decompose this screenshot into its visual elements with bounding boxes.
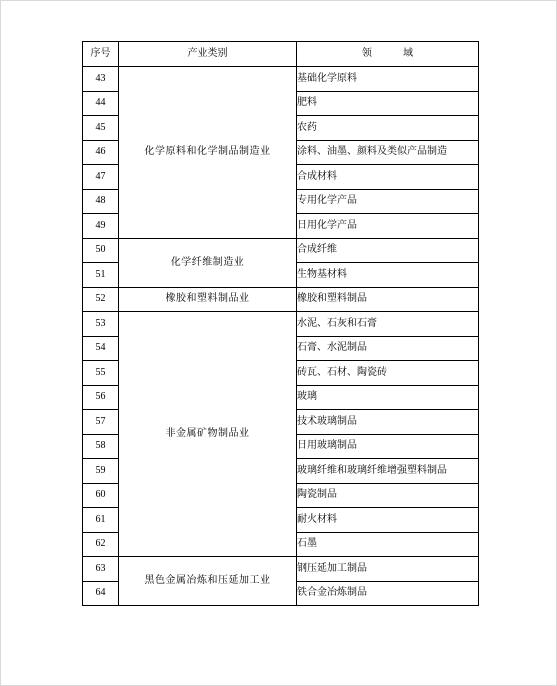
domain-cell: 石膏、水泥制品 — [297, 336, 479, 361]
serial-number-cell: 56 — [83, 385, 119, 410]
table-header-row — [83, 42, 479, 67]
industry-category-cell: 非金属矿物制品业 — [119, 312, 297, 557]
table-row — [83, 557, 479, 582]
domain-cell: 水泥、石灰和石膏 — [297, 312, 479, 337]
industry-domain-table — [82, 41, 479, 606]
header-serial-number: 序号 — [83, 42, 119, 67]
serial-number-cell: 63 — [83, 557, 119, 582]
serial-number-cell: 62 — [83, 532, 119, 557]
serial-number-cell: 54 — [83, 336, 119, 361]
domain-cell: 铁合金冶炼制品 — [297, 581, 479, 606]
serial-number-cell: 60 — [83, 483, 119, 508]
table-row — [83, 287, 479, 312]
serial-number-cell: 57 — [83, 410, 119, 435]
header-industry-category: 产业类别 — [119, 42, 297, 67]
serial-number-cell: 51 — [83, 263, 119, 288]
table-body — [83, 67, 479, 606]
domain-cell: 肥料 — [297, 91, 479, 116]
domain-cell: 技术玻璃制品 — [297, 410, 479, 435]
industry-category-cell: 黑色金属冶炼和压延加工业 — [119, 557, 297, 606]
domain-cell: 合成纤维 — [297, 238, 479, 263]
domain-cell: 玻璃纤维和玻璃纤维增强塑料制品 — [297, 459, 479, 484]
table-row — [83, 312, 479, 337]
serial-number-cell: 44 — [83, 91, 119, 116]
serial-number-cell: 47 — [83, 165, 119, 190]
domain-cell: 基础化学原料 — [297, 67, 479, 92]
domain-cell: 石墨 — [297, 532, 479, 557]
serial-number-cell: 49 — [83, 214, 119, 239]
serial-number-cell: 50 — [83, 238, 119, 263]
domain-cell: 农药 — [297, 116, 479, 141]
serial-number-cell: 55 — [83, 361, 119, 386]
domain-cell: 日用玻璃制品 — [297, 434, 479, 459]
industry-category-cell: 化学原料和化学制品制造业 — [119, 67, 297, 239]
serial-number-cell: 48 — [83, 189, 119, 214]
domain-cell: 钢压延加工制品 — [297, 557, 479, 582]
domain-cell: 涂料、油墨、颜料及类似产品制造 — [297, 140, 479, 165]
serial-number-cell: 59 — [83, 459, 119, 484]
table-row — [83, 238, 479, 263]
serial-number-cell: 46 — [83, 140, 119, 165]
serial-number-cell: 61 — [83, 508, 119, 533]
serial-number-cell: 43 — [83, 67, 119, 92]
industry-category-cell: 化学纤维制造业 — [119, 238, 297, 287]
serial-number-cell: 58 — [83, 434, 119, 459]
industry-category-cell: 橡胶和塑料制品业 — [119, 287, 297, 312]
domain-cell: 合成材料 — [297, 165, 479, 190]
domain-cell: 橡胶和塑料制品 — [297, 287, 479, 312]
domain-cell: 陶瓷制品 — [297, 483, 479, 508]
header-domain — [297, 42, 479, 67]
table-row — [83, 67, 479, 92]
domain-cell: 玻璃 — [297, 385, 479, 410]
domain-cell: 耐火材料 — [297, 508, 479, 533]
domain-cell: 砖瓦、石材、陶瓷砖 — [297, 361, 479, 386]
serial-number-cell: 45 — [83, 116, 119, 141]
domain-cell: 日用化学产品 — [297, 214, 479, 239]
domain-cell: 生物基材料 — [297, 263, 479, 288]
domain-cell: 专用化学产品 — [297, 189, 479, 214]
serial-number-cell: 53 — [83, 312, 119, 337]
serial-number-cell: 64 — [83, 581, 119, 606]
header-domain-label: 领 域 — [361, 48, 428, 59]
serial-number-cell: 52 — [83, 287, 119, 312]
